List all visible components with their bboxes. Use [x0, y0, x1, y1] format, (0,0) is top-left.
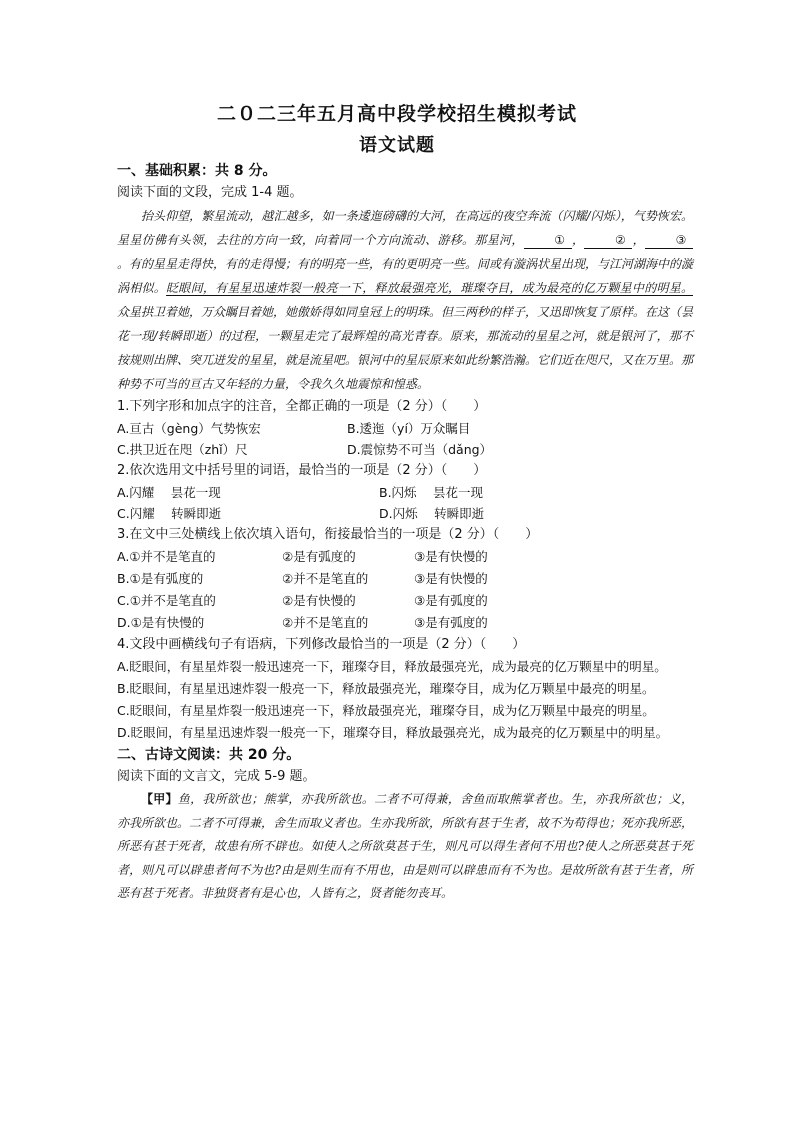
q3-option-cell: ③是有快慢的 [414, 549, 488, 564]
q2-option-a: A.闪耀 昙花一现 [117, 485, 221, 500]
q1-option-c: C.拱卫近在咫（zhǐ）尺 [117, 442, 248, 457]
blank-2: ② [584, 232, 632, 249]
passage-jia-text: 鱼，我所欲也；熊掌，亦我所欲也。二者不可得兼，舍鱼而取熊掌者也。生，亦我所欲也；义，亦我所欲也。二者不可得兼，舍生而取义者也。生亦我所欲，所欲有甚于生者，故不为苟得也；死亦我所恶，所恶有甚于死者，故患有所不辟也。如使人之所欲莫甚于生，则凡可以得生者何不用也?使人之所恶莫甚于死者，则凡可以辟患者何不为也?由是则生而有不用也，由是则可以辟患而有不为也。是故所欲有甚于生者，所恶有甚于死者。非独贤者有是心也，人皆有之，贤者能勿丧耳。 [117, 792, 694, 900]
section-1-heading: 一、基础积累：共 8 分。 [117, 163, 277, 179]
q3-option-cell: A.①并不是笔直的 [117, 549, 216, 564]
q3-option-cell: ③是有弧度的 [414, 593, 488, 608]
q2-option-d: D.闪烁 转瞬即逝 [379, 506, 485, 521]
passage-part-b: 。有的星星走得快，有的走得慢；有的明亮一些，有的更明亮一些。间或有漩涡状星出现，与江河湖海中的漩涡相似。 [117, 257, 694, 295]
q2-options-row-1 [117, 482, 693, 503]
q3-option-cell: B.①是有弧度的 [117, 571, 204, 586]
passage-jia-label: 【甲】 [141, 792, 178, 806]
classical-passage-jia [117, 788, 693, 906]
reading-passage: 抬头仰望，繁星流动，越汇越多，如一条逶迤磅礴的大河，在高远的夜空奔流（闪耀/闪烁），气势恢宏。星星仿佛有头领，去往的方向一致，向着同一个方向流动、游移。那星河， ① ， ② ， ③。有的星星走得快，有的走得慢；有的明亮一些，有的更明亮一些。间或有漩涡状星出现，与江河湖海中的漩涡相似。眨眼间，有星星迅速炸裂一般亮一下，释放最强亮光，璀璨夺目，成为最亮的亿万颗星中的明星。众星拱卫着她，万众瞩目着她，她傲娇得如同皇冠上的明珠。但三两秒的样子，又迅即恢复了原样。在这（昙花一现/转瞬即逝）的过程，一颗星走完了最辉煌的高光青春。原来，那流动的星星之河，就是银河了，那不按规则出牌、突兀迸发的星星，就是流星吧。银河中的星辰原来如此纷繁浩瀚。它们近在咫尺，又在万里。那种势不可当的亘古又年轻的力量，令我久久地震惊和惶惑。 [117, 209, 694, 391]
section-2-instruction: 阅读下面的文言文，完成 5-9 题。 [117, 769, 316, 784]
blank-3: ③ [645, 232, 693, 249]
q3-option-cell: C.①并不是笔直的 [117, 593, 216, 608]
q4-stem: 4.文段中画横线句子有语病，下列修改最恰当的一项是（2 分）（ ） [117, 637, 526, 652]
exam-content [117, 160, 693, 906]
underlined-sentence: 眨眼间，有星星迅速炸裂一般亮一下，释放最强亮光，璀璨夺目，成为最亮的亿万颗星中的明星。 [166, 281, 693, 295]
section-1-instruction: 阅读下面的文段，完成 1-4 题。 [117, 185, 303, 200]
q3-option-cell: ②并不是笔直的 [282, 571, 369, 586]
q1-option-b: B.逶迤（yí）万众瞩目 [347, 421, 471, 436]
q1-options-row-1 [117, 418, 693, 439]
exam-title: 二０二三年五月高中段学校招生模拟考试 [216, 103, 577, 125]
q2-stem: 2.依次选用文中括号里的词语，最恰当的一项是（2 分）（ ） [117, 463, 487, 478]
q3-option-cell: ③是有快慢的 [414, 571, 488, 586]
q1-option-a: A.亘古（gèng）气势恢宏 [117, 421, 261, 436]
q1-options-row-2 [117, 439, 693, 460]
q3-option-row [117, 590, 693, 612]
passage-part-c: 众星拱卫着她，万众瞩目着她，她傲娇得如同皇冠上的明珠。但三两秒的样子，又迅即恢复了原样。在这（昙花一现/转瞬即逝）的过程，一颗星走完了最辉煌的高光青春。原来，那流动的星星之河，就是银河了，那不按规则出牌、突兀迸发的星星，就是流星吧。银河中的星辰原来如此纷繁浩瀚。它们近在咫尺，又在万里。那种势不可当的亘古又年轻的力量，令我久久地震惊和惶惑。 [117, 305, 694, 391]
blank-1: ① [524, 232, 572, 249]
q3-option-row [117, 612, 693, 634]
section-2-heading: 二、古诗文阅读：共 20 分。 [117, 747, 301, 763]
q2-option-b: B.闪烁 昙花一现 [379, 485, 484, 500]
q3-option-cell: D.①是有快慢的 [117, 615, 205, 630]
q4-option-d: D.眨眼间，有星星迅速炸裂一般亮一下，璀璨夺目，释放最强亮光，成为最亮的亿万颗星中的明星。 [117, 725, 669, 740]
q2-options-row-2 [117, 503, 693, 524]
exam-subtitle: 语文试题 [359, 135, 435, 156]
q1-option-d: D.震惊势不可当（dǎng） [347, 442, 493, 457]
q3-option-row [117, 568, 693, 590]
passage-part-a: 抬头仰望，繁星流动，越汇越多，如一条逶迤磅礴的大河，在高远的夜空奔流（闪耀/闪烁），气势恢宏。星星仿佛有头领，去往的方向一致，向着同一个方向流动、游移。那星河， [117, 209, 693, 247]
q3-option-cell: ②是有快慢的 [282, 593, 356, 608]
q3-stem: 3.在文中三处横线上依次填入语句，衔接最恰当的一项是（2 分）（ ） [117, 527, 539, 542]
q3-option-cell: ②是有弧度的 [282, 549, 356, 564]
q1-stem: 1.下列字形和加点字的注音，全都正确的一项是（2 分）（ ） [117, 399, 487, 414]
q4-option-c: C.眨眼间，有星星炸裂一般迅速亮一下，释放最强亮光，璀璨夺目，成为亿万颗星中最亮的明星。 [117, 703, 655, 718]
q3-option-cell: ②并不是笔直的 [282, 615, 369, 630]
q3-option-row [117, 546, 693, 568]
q2-option-c: C.闪耀 转瞬即逝 [117, 506, 222, 521]
q4-option-a: A.眨眼间，有星星炸裂一般迅速亮一下，璀璨夺目，释放最强亮光，成为最亮的亿万颗星中的明星。 [117, 659, 667, 674]
q4-option-b: B.眨眼间，有星星迅速炸裂一般亮一下，释放最强亮光，璀璨夺目，成为亿万颗星中最亮的明星。 [117, 681, 655, 696]
q3-option-cell: ③是有弧度的 [414, 615, 488, 630]
